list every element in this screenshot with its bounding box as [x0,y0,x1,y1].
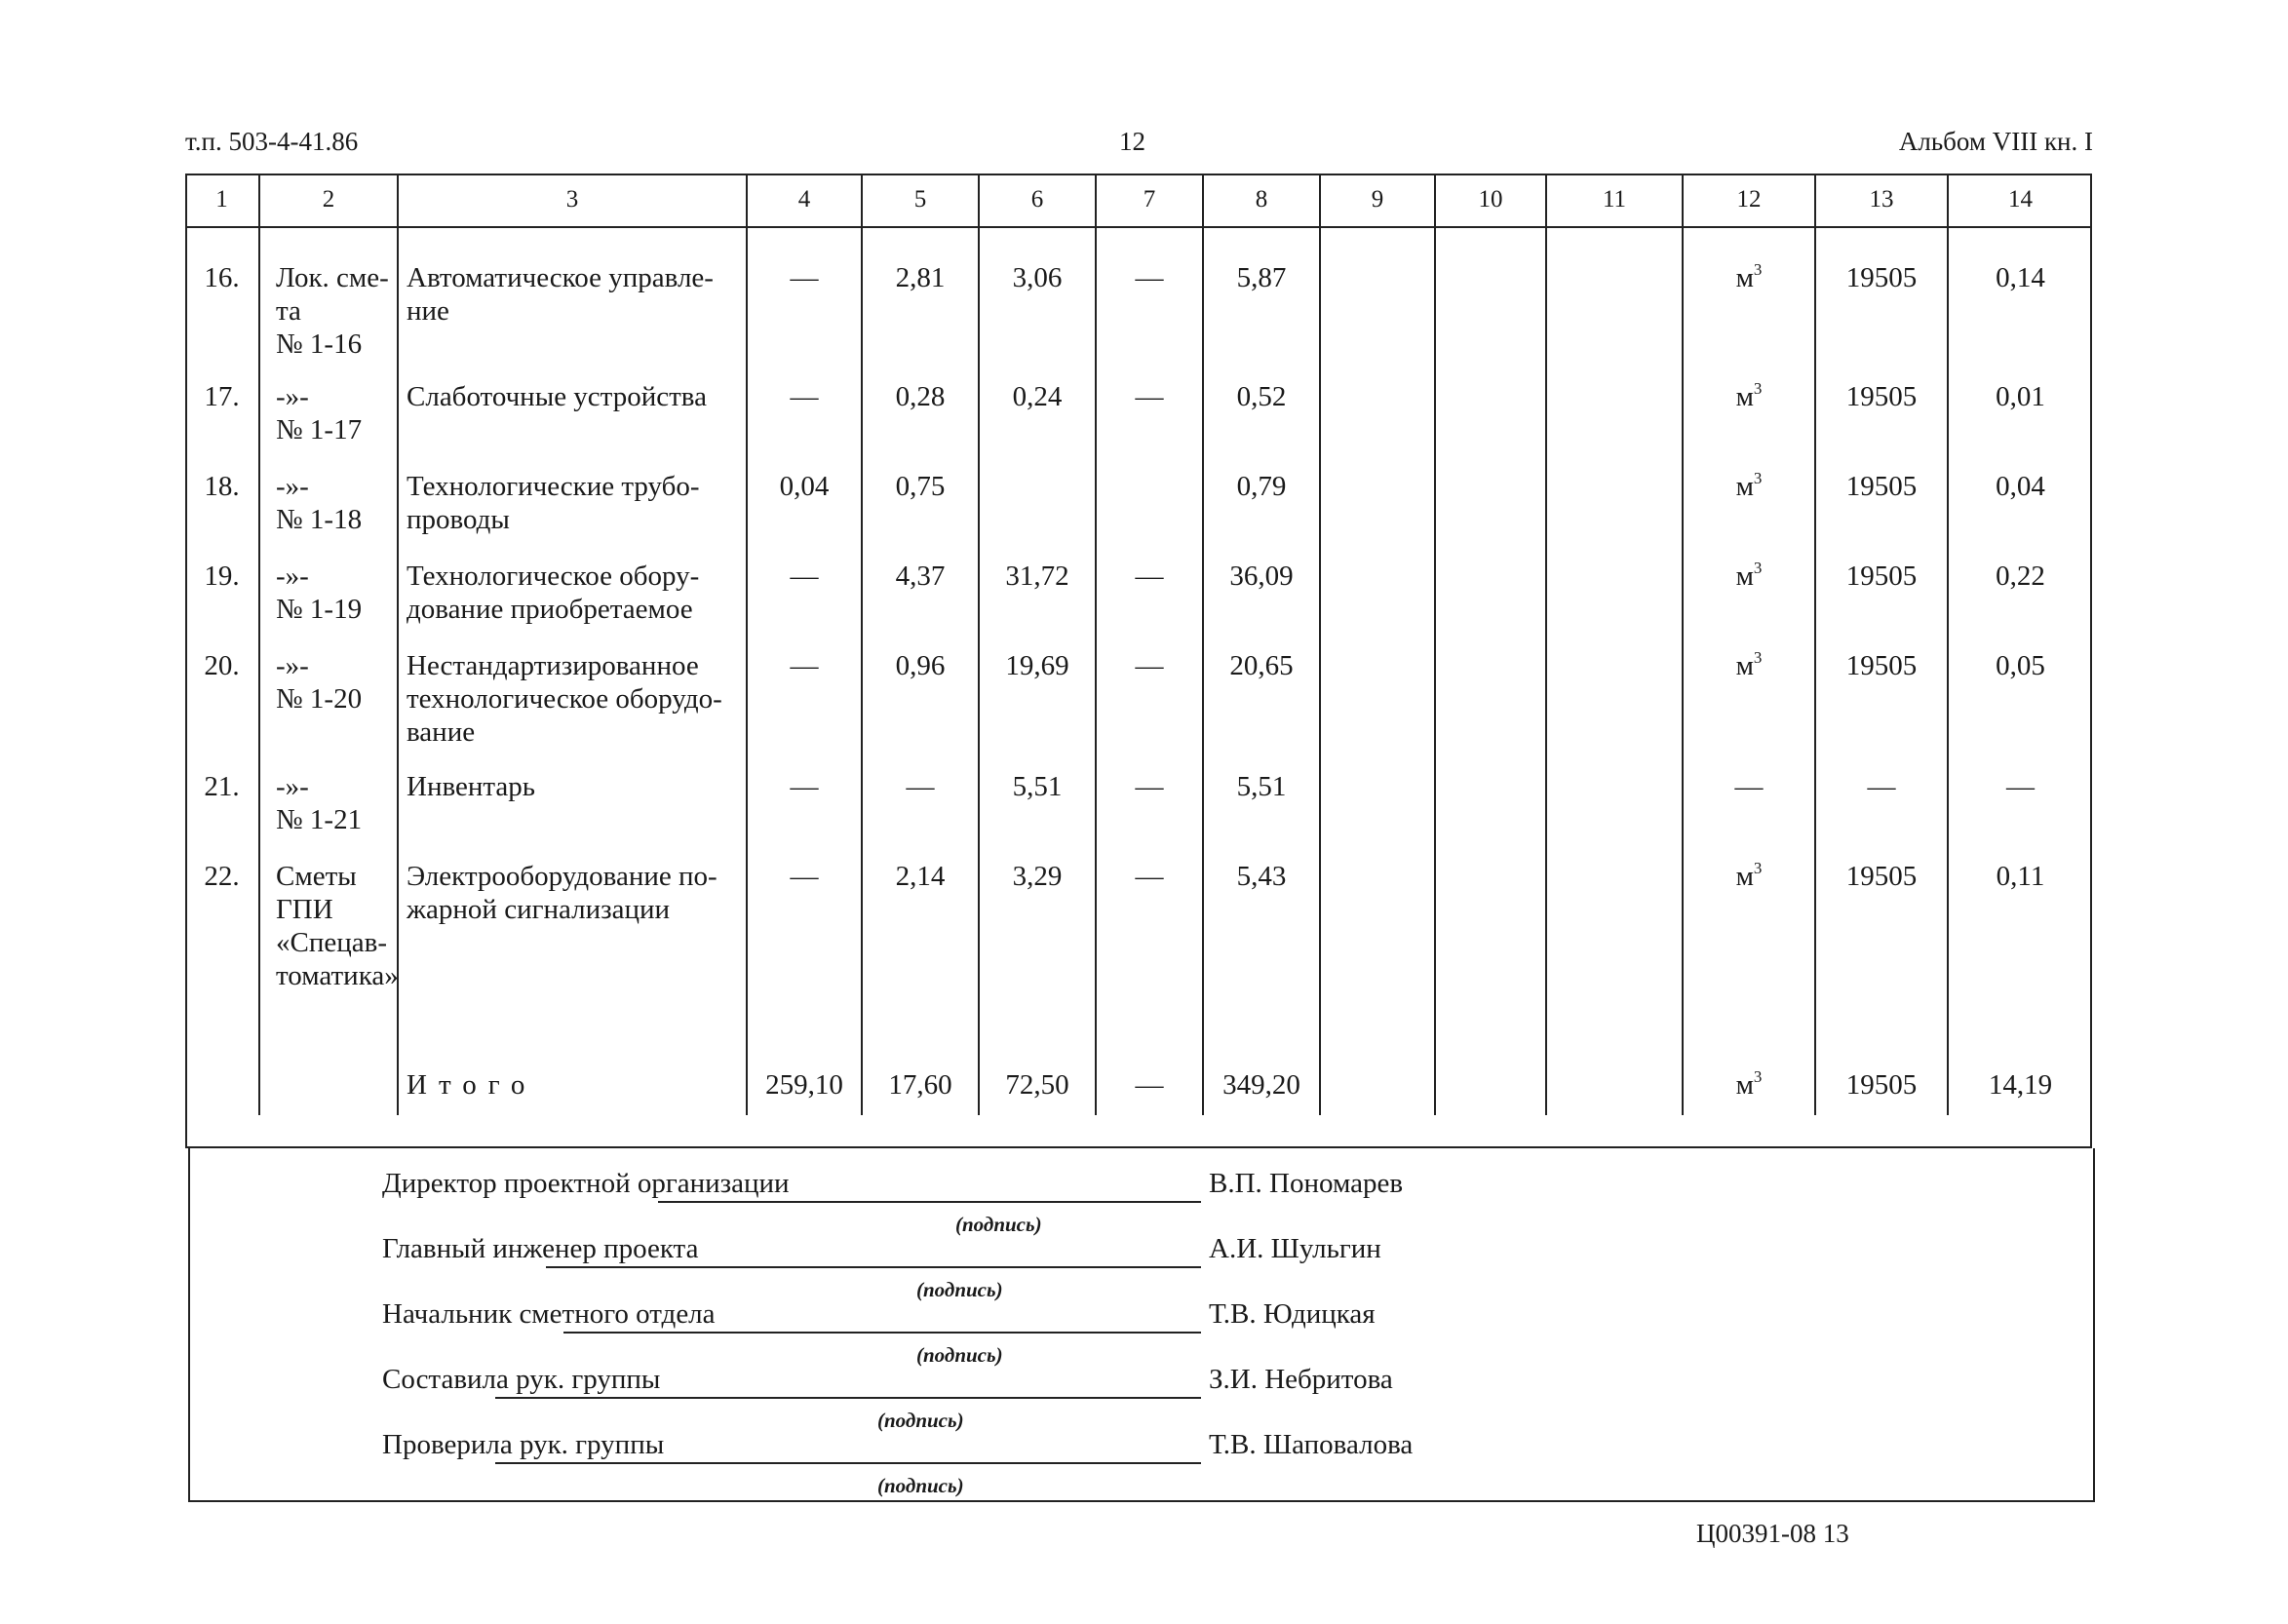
cell-c7: — [1096,630,1203,751]
table-row [185,751,2092,840]
estimate-reference-line: Лок. сме- [276,262,389,293]
col-9-header: 9 [1320,174,1435,227]
cell-c5: 17,60 [862,1027,979,1115]
cell-c11 [1546,227,1683,361]
cell-c4: — [747,361,862,450]
work-name-line: Итого [407,1069,537,1101]
table-row [185,450,2092,540]
work-name [398,751,747,840]
cell-c4: — [747,540,862,630]
cell-c10 [1435,450,1546,540]
signatory-title: Проверила рук. группы [382,1429,665,1460]
unit-exponent: 3 [1753,260,1763,279]
work-name [398,630,747,751]
cell-c6: 3,29 [979,840,1096,1027]
estimate-reference [259,361,398,450]
work-name-line: Нестандартизированное [407,650,699,681]
col-1-header: 1 [185,174,259,227]
col-7-header: 7 [1096,174,1203,227]
signature-caption: (подпись) [877,1409,964,1432]
estimate-reference-line: «Спецав- [276,927,387,958]
unit-exponent: 3 [1753,469,1763,487]
cell-c9 [1320,630,1435,751]
signatory-name: Т.В. Шаповалова [1209,1429,1414,1460]
cell-c6 [979,450,1096,540]
unit-text: м [1735,471,1754,502]
unit-text: м [1735,650,1754,681]
work-name-line: Автоматическое управле- [407,262,714,293]
estimate-reference [259,840,398,1027]
col-2-header: 2 [259,174,398,227]
cell-c11 [1546,540,1683,630]
estimate-reference-line: -»- [276,471,309,502]
cell-c7: — [1096,227,1203,361]
cell-c8: 0,52 [1203,361,1320,450]
cell-c14: 0,01 [1948,361,2092,450]
unit-exponent: 3 [1753,648,1763,667]
estimate-reference-line: Сметы [276,861,357,892]
signature-caption: (подпись) [916,1343,1003,1367]
unit-cell [1683,227,1815,361]
col-5-header: 5 [862,174,979,227]
signature-caption: (подпись) [916,1278,1003,1301]
cell-c8: 0,79 [1203,450,1320,540]
row-number: 22. [204,861,240,892]
unit-text: — [1734,771,1764,802]
cell-c9 [1320,840,1435,1027]
cell-c4: — [747,751,862,840]
unit-cell [1683,751,1815,840]
col-4-header: 4 [747,174,862,227]
row-number: 18. [204,471,240,502]
col-13-header: 13 [1815,174,1948,227]
work-name-line: Электрооборудование по- [407,861,717,892]
col-6-header: 6 [979,174,1096,227]
cell-c13: 19505 [1815,630,1948,751]
cell-c6: 19,69 [979,630,1096,751]
unit-cell [1683,840,1815,1027]
cell-c11 [1546,751,1683,840]
estimate-reference [259,540,398,630]
cell-c5: 4,37 [862,540,979,630]
signatory-title: Начальник сметного отдела [382,1298,716,1330]
estimate-reference-line: -»- [276,381,309,412]
cell-c6: 5,51 [979,751,1096,840]
work-name [398,450,747,540]
cell-c4: 259,10 [747,1027,862,1115]
unit-cell [1683,1027,1815,1115]
estimate-reference-line: томатика» [276,960,399,991]
cell-c7: — [1096,751,1203,840]
estimate-reference [259,751,398,840]
cell-c9 [1320,227,1435,361]
cell-c5: 2,81 [862,227,979,361]
cell-c4: 0,04 [747,450,862,540]
col-12-header: 12 [1683,174,1815,227]
signature-line [658,1201,1201,1203]
cell-c14: 14,19 [1948,1027,2092,1115]
cell-c11 [1546,361,1683,450]
cell-c5: 2,14 [862,840,979,1027]
signature-line [546,1266,1201,1268]
table-row [185,630,2092,751]
table-row [185,840,2092,1027]
table-row [185,1027,2092,1115]
unit-exponent: 3 [1753,559,1763,577]
cell-c5: — [862,751,979,840]
work-name-line: Слаботочные устройства [407,381,707,412]
cell-c10 [1435,227,1546,361]
cell-c7 [1096,450,1203,540]
unit-cell [1683,630,1815,751]
cell-c13: 19505 [1815,1027,1948,1115]
cell-c13: 19505 [1815,450,1948,540]
cell-c9 [1320,361,1435,450]
cell-c6: 31,72 [979,540,1096,630]
estimate-reference-line: № 1-18 [276,504,363,535]
unit-exponent: 3 [1753,379,1763,398]
work-name-line: вание [407,716,476,748]
row-number: 19. [204,561,240,592]
estimate-reference-line: № 1-20 [276,683,363,715]
cell-c14: 0,11 [1948,840,2092,1027]
work-name-line: Инвентарь [407,771,536,802]
cell-c10 [1435,840,1546,1027]
signature-line [563,1332,1201,1334]
footer-code: Ц00391-08 13 [1696,1519,1849,1548]
signature-caption: (подпись) [877,1474,964,1497]
cell-c7: — [1096,361,1203,450]
unit-exponent: 3 [1753,1067,1763,1086]
unit-cell [1683,540,1815,630]
cell-c10 [1435,630,1546,751]
table-row [185,361,2092,450]
cell-c10 [1435,1027,1546,1115]
cell-c9 [1320,1027,1435,1115]
row-number [185,1027,259,1115]
estimate-reference-line: № 1-16 [276,329,363,360]
cell-c5: 0,96 [862,630,979,751]
estimate-reference-line: ГПИ [276,894,333,925]
cell-c14: 0,14 [1948,227,2092,361]
cell-c8: 5,43 [1203,840,1320,1027]
row-number: 16. [204,262,240,293]
work-name [398,227,747,361]
cell-c13: 19505 [1815,840,1948,1027]
work-name-line: жарной сигнализации [407,894,671,925]
estimate-reference-line: № 1-21 [276,804,363,835]
work-name-line: ние [407,295,449,327]
work-name [398,361,747,450]
col-3-header: 3 [398,174,747,227]
estimate-table [185,174,2092,1115]
table-row [185,540,2092,630]
cell-c11 [1546,1027,1683,1115]
estimate-reference-line: та [276,295,301,327]
table-row [185,227,2092,361]
estimate-reference-line: № 1-19 [276,594,363,625]
cell-c10 [1435,361,1546,450]
cell-c8: 5,87 [1203,227,1320,361]
cell-c13: — [1815,751,1948,840]
estimate-reference-line: -»- [276,561,309,592]
cell-c6: 0,24 [979,361,1096,450]
unit-cell [1683,361,1815,450]
cell-c9 [1320,450,1435,540]
signature-caption: (подпись) [955,1213,1042,1236]
work-name-line: технологическое оборудо- [407,683,722,715]
cell-c7: — [1096,540,1203,630]
unit-text: м [1735,561,1754,592]
unit-cell [1683,450,1815,540]
cell-c13: 19505 [1815,227,1948,361]
signatory-name: В.П. Пономарев [1209,1168,1404,1199]
column-number-row [185,174,2092,227]
cell-c9 [1320,751,1435,840]
signatory-title: Директор проектной организации [382,1168,790,1199]
cell-c13: 19505 [1815,540,1948,630]
header-project-code: т.п. 503-4-41.86 [185,127,359,156]
header-album: Альбом VIII кн. I [1898,127,2093,156]
cell-c8: 5,51 [1203,751,1320,840]
work-name [398,1027,747,1115]
header-page-number: 12 [1119,127,1145,156]
col-11-header: 11 [1546,174,1683,227]
unit-text: м [1735,381,1754,412]
signature-line [495,1397,1201,1399]
cell-c4: — [747,840,862,1027]
cell-c11 [1546,630,1683,751]
work-name-line: проводы [407,504,510,535]
cell-c7: — [1096,840,1203,1027]
cell-c11 [1546,840,1683,1027]
col-14-header: 14 [1948,174,2092,227]
cell-c7: — [1096,1027,1203,1115]
row-number: 20. [204,650,240,681]
cell-c4: — [747,227,862,361]
cell-c14: — [1948,751,2092,840]
cell-c5: 0,28 [862,361,979,450]
cell-c8: 349,20 [1203,1027,1320,1115]
estimate-reference [259,450,398,540]
unit-text: м [1735,861,1754,892]
work-name-line: Технологические трубо- [407,471,700,502]
signature-line [495,1462,1201,1464]
cell-c10 [1435,540,1546,630]
signatory-name: З.И. Небритова [1209,1364,1393,1395]
cell-c13: 19505 [1815,361,1948,450]
unit-exponent: 3 [1753,859,1763,877]
cell-c4: — [747,630,862,751]
unit-text: м [1735,1069,1754,1101]
signatory-title: Составила рук. группы [382,1364,661,1395]
work-name [398,540,747,630]
row-number: 21. [204,771,240,802]
cell-c14: 0,05 [1948,630,2092,751]
row-number: 17. [204,381,240,412]
signatory-name: Т.В. Юдицкая [1209,1298,1376,1330]
cell-c8: 20,65 [1203,630,1320,751]
estimate-reference [259,227,398,361]
estimate-reference [259,630,398,751]
work-name [398,840,747,1027]
cell-c8: 36,09 [1203,540,1320,630]
cell-c5: 0,75 [862,450,979,540]
estimate-reference [259,1027,398,1115]
estimate-reference-line: -»- [276,650,309,681]
col-8-header: 8 [1203,174,1320,227]
work-name-line: Технологическое обору- [407,561,700,592]
cell-c14: 0,04 [1948,450,2092,540]
estimate-reference-line: № 1-17 [276,414,363,445]
estimate-reference-line: -»- [276,771,309,802]
work-name-line: дование приобретаемое [407,594,693,625]
signatory-name: А.И. Шульгин [1209,1233,1381,1264]
signatory-title: Главный инженер проекта [382,1233,699,1264]
cell-c6: 3,06 [979,227,1096,361]
cell-c11 [1546,450,1683,540]
unit-text: м [1735,262,1754,293]
cell-c6: 72,50 [979,1027,1096,1115]
col-10-header: 10 [1435,174,1546,227]
cell-c14: 0,22 [1948,540,2092,630]
cell-c9 [1320,540,1435,630]
cell-c10 [1435,751,1546,840]
